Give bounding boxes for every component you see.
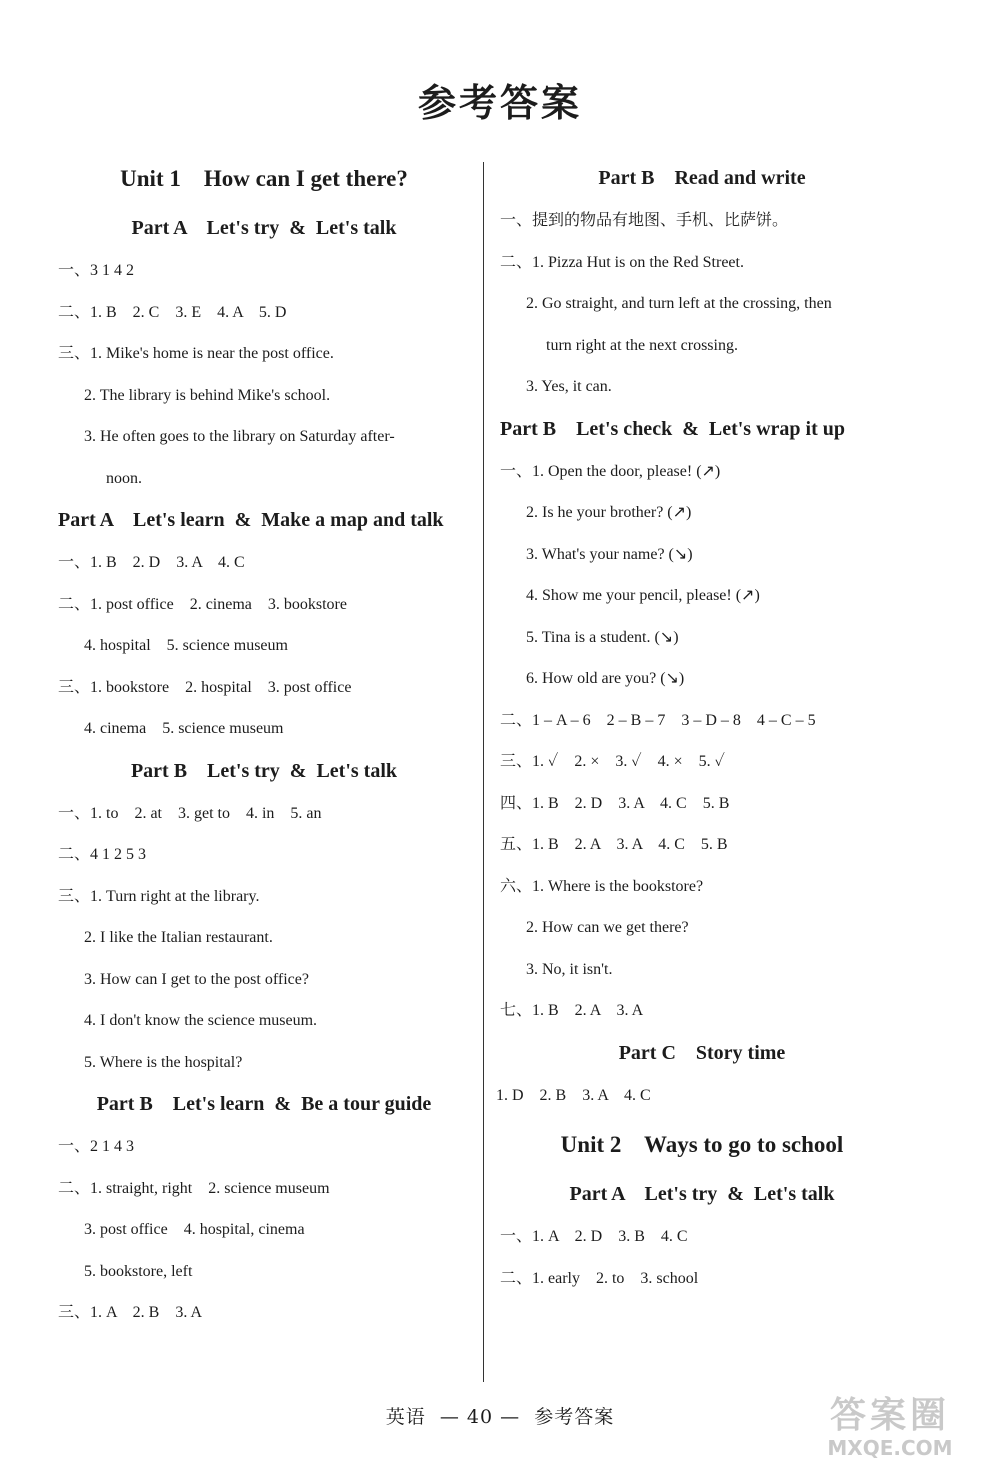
answer-line: 3. How can I get to the post office? bbox=[84, 970, 309, 988]
page-title: 参考答案 bbox=[417, 80, 582, 125]
answer-line: 一、1. B 2. D 3. A 4. C bbox=[58, 554, 245, 571]
answer-line: 一、提到的物品有地图、手机、比萨饼。 bbox=[500, 212, 789, 229]
answer-line: 七、1. B 2. A 3. A bbox=[500, 1002, 644, 1019]
answer-line: 二、1. straight, right 2. science museum bbox=[58, 1179, 330, 1197]
answer-line: 一、3 1 4 2 bbox=[58, 262, 135, 279]
column-divider bbox=[483, 162, 484, 1382]
left-column bbox=[58, 150, 470, 1334]
answer-line: 3. What's your name? (↘) bbox=[526, 545, 693, 563]
answer-line: 4. I don't know the science museum. bbox=[84, 1012, 318, 1029]
answer-line: 一、1. Open the door, please! (↗) bbox=[500, 462, 721, 480]
section-heading: Part B Let's try & Let's talk bbox=[130, 759, 398, 782]
unit-2-title: Unit 2 Ways to go to school bbox=[560, 1132, 844, 1157]
answer-line: 2. How can we get there? bbox=[526, 919, 689, 936]
answer-line: 一、1. A 2. D 3. B 4. C bbox=[500, 1228, 688, 1245]
answer-line: 3. post office 4. hospital, cinema bbox=[84, 1221, 305, 1238]
answer-line: 二、1. post office 2. cinema 3. bookstore bbox=[58, 595, 347, 613]
answer-line: 三、1. A 2. B 3. A bbox=[58, 1304, 203, 1321]
answer-line: 三、1. Turn right at the library. bbox=[58, 887, 260, 905]
section-heading: Part B Let's learn & Be a tour guide bbox=[96, 1093, 432, 1115]
answer-line: 一、2 1 4 3 bbox=[58, 1138, 135, 1155]
answer-line: 2. Go straight, and turn left at the crossing, then bbox=[526, 295, 832, 312]
unit-1-title: Unit 1 How can I get there? bbox=[120, 166, 408, 191]
page-footer: 英语 — 40 — 参考答案 bbox=[385, 1406, 615, 1428]
answer-line: 六、1. Where is the bookstore? bbox=[500, 877, 704, 895]
answer-line: 三、1. Mike's home is near the post office. bbox=[58, 345, 334, 362]
answer-line: 3. No, it isn't. bbox=[526, 960, 613, 978]
watermark-url: MXQE.COM bbox=[827, 1436, 953, 1460]
answer-line: turn right at the next crossing. bbox=[546, 336, 738, 354]
answer-line: 2. I like the Italian restaurant. bbox=[84, 929, 273, 946]
answer-line: noon. bbox=[106, 469, 142, 487]
answer-line: 1. D 2. B 3. A 4. C bbox=[496, 1086, 651, 1104]
answer-line: 2. Is he your brother? (↗) bbox=[526, 504, 692, 521]
answer-line: 4. cinema 5. science museum bbox=[84, 720, 284, 737]
answer-line: 二、1 – A – 6 2 – B – 7 3 – D – 8 4 – C – 5 bbox=[500, 711, 816, 729]
right-column bbox=[492, 157, 912, 1299]
answer-line: 6. How old are you? (↘) bbox=[526, 670, 685, 687]
watermark-logo: 答案圈 bbox=[829, 1395, 950, 1436]
answer-line: 二、4 1 2 5 3 bbox=[58, 846, 147, 863]
section-heading: Part A Let's learn & Make a map and talk bbox=[58, 509, 444, 531]
answer-line: 五、1. B 2. A 3. A 4. C 5. B bbox=[500, 836, 728, 853]
section-heading: Part A Let's try & Let's talk bbox=[131, 217, 397, 239]
answer-line: 二、1. Pizza Hut is on the Red Street. bbox=[500, 253, 744, 271]
answer-line: 三、1. ✓ 2. × 3. ✓ 4. × 5. ✓ bbox=[500, 753, 726, 770]
answer-line: 5. Where is the hospital? bbox=[84, 1053, 243, 1071]
section-heading: Part B Read and write bbox=[598, 167, 806, 189]
answer-line: 四、1. B 2. D 3. A 4. C 5. B bbox=[500, 794, 730, 812]
answer-line: 5. Tina is a student. (↘) bbox=[526, 628, 679, 646]
watermark bbox=[795, 1395, 985, 1465]
answer-line: 三、1. bookstore 2. hospital 3. post office bbox=[58, 678, 352, 696]
answer-line: 一、1. to 2. at 3. get to 4. in 5. an bbox=[58, 804, 322, 822]
answer-line: 二、1. early 2. to 3. school bbox=[500, 1269, 699, 1287]
answer-line: 4. Show me your pencil, please! (↗) bbox=[526, 587, 760, 604]
answer-line: 5. bookstore, left bbox=[84, 1262, 193, 1280]
answer-line: 4. hospital 5. science museum bbox=[84, 637, 288, 654]
answer-line: 3. He often goes to the library on Saturday after- bbox=[84, 428, 395, 445]
section-heading: Part A Let's try & Let's talk bbox=[569, 1183, 835, 1205]
answer-line: 二、1. B 2. C 3. E 4. A 5. D bbox=[58, 303, 287, 321]
answer-line: 2. The library is behind Mike's school. bbox=[84, 386, 331, 404]
section-heading: Part C Story time bbox=[618, 1041, 786, 1064]
section-heading: Part B Let's check & Let's wrap it up bbox=[500, 417, 845, 440]
answer-line: 3. Yes, it can. bbox=[526, 378, 612, 395]
